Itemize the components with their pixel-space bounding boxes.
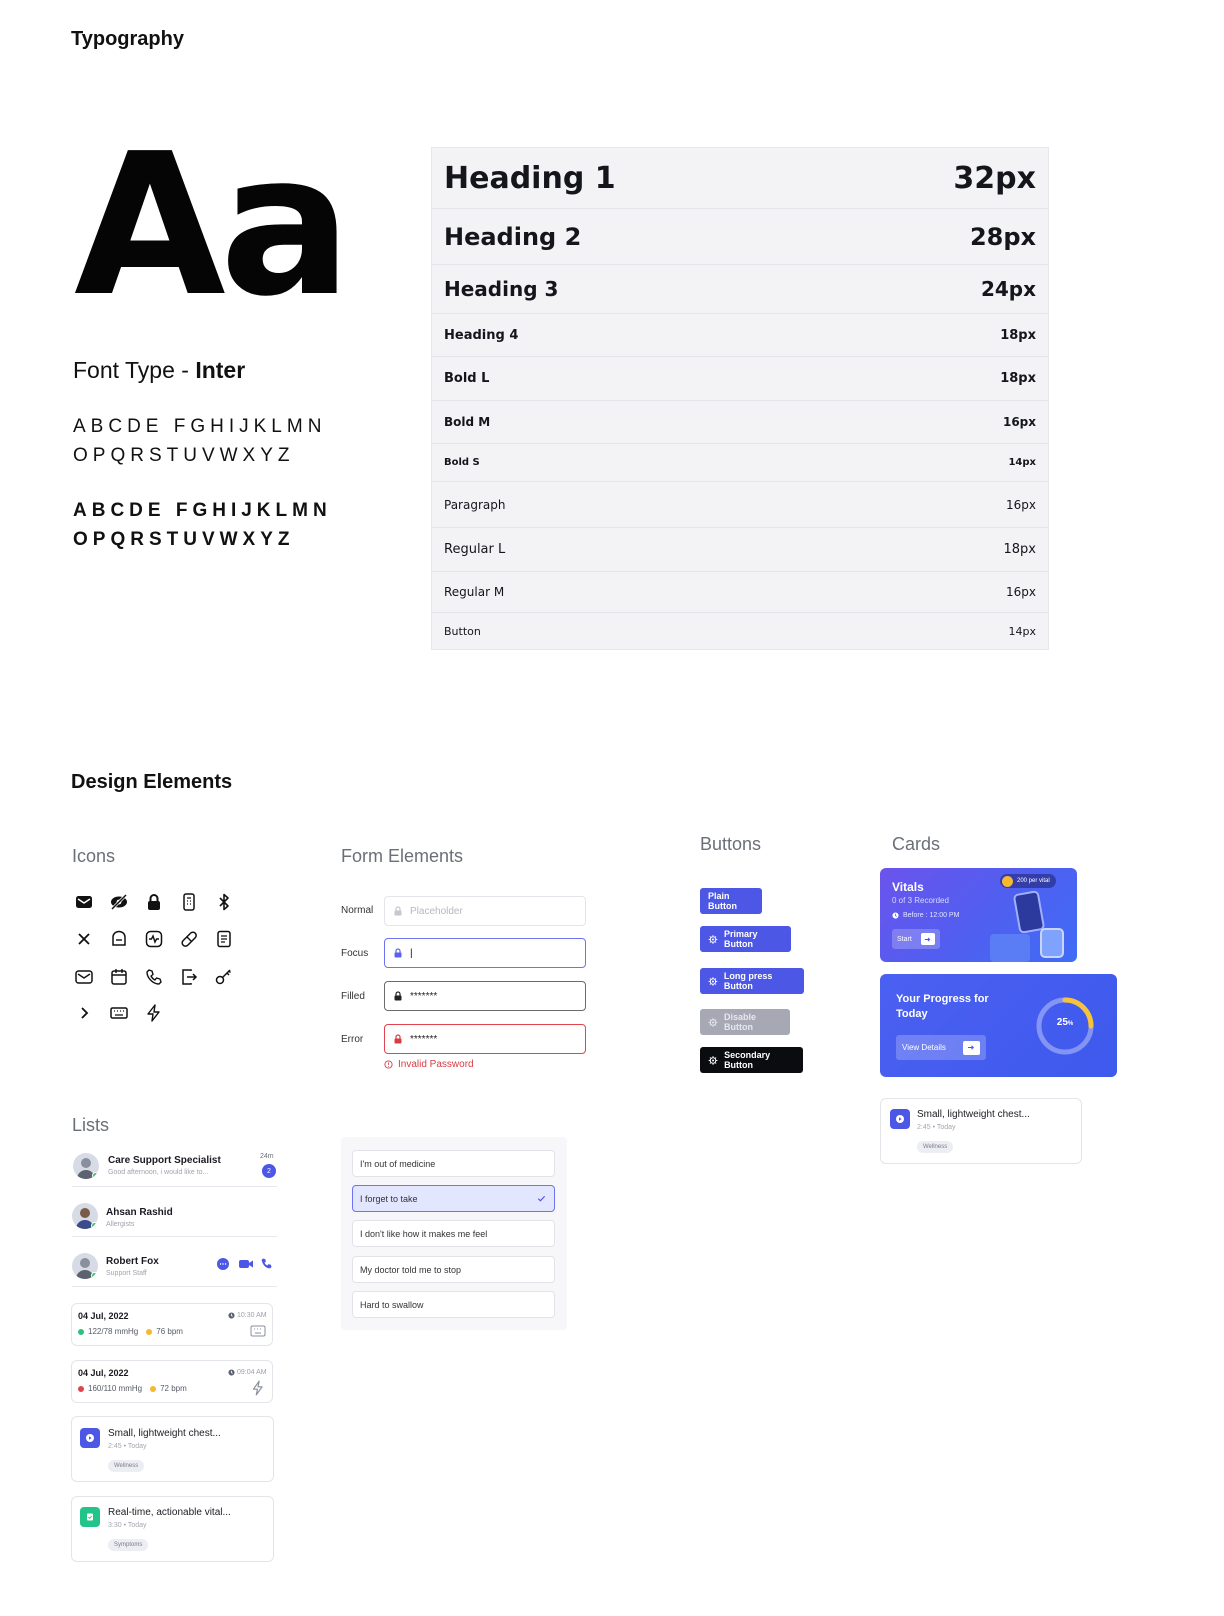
play-icon [80, 1428, 100, 1448]
type-name: Regular M [444, 585, 505, 599]
option-item[interactable] [352, 1291, 555, 1318]
contact-role: Allergists [106, 1221, 135, 1228]
clock-icon [228, 1369, 235, 1376]
eye-off-icon [108, 891, 130, 913]
type-size: 16px [1002, 415, 1036, 429]
vitals-subtitle: 0 of 3 Recorded [892, 896, 949, 905]
vitals-title: Vitals [892, 880, 924, 894]
alphabet-line: ABCDE FGHIJKLMN [73, 416, 327, 437]
phone-device-icon [178, 891, 200, 913]
phone-call-icon [143, 966, 165, 988]
reward-badge [1000, 874, 1056, 888]
percent-value: 25 [1056, 1017, 1068, 1028]
alphabet-regular [73, 412, 326, 470]
type-size: 24px [980, 277, 1036, 301]
avatar [73, 1153, 99, 1179]
vitals-deadline [892, 912, 959, 919]
password-field-focus[interactable] [384, 938, 586, 968]
alphabet-line: ABCDE FGHIJKLMN [73, 500, 332, 521]
blood-pressure: 122/78 mmHg [88, 1327, 139, 1336]
long-press-button[interactable] [700, 968, 804, 994]
check-icon [537, 1194, 546, 1203]
monitor-illustration-icon [990, 934, 1030, 962]
type-row [432, 572, 1048, 613]
password-field-normal[interactable] [384, 896, 586, 926]
contact-name[interactable]: Care Support Specialist [108, 1155, 221, 1166]
option-label: I forget to take [360, 1193, 418, 1204]
type-size: 16px [1006, 497, 1036, 512]
blood-pressure: 160/110 mmHg [88, 1384, 143, 1393]
coin-icon [1002, 876, 1013, 887]
task-tag: Wellness [108, 1460, 144, 1472]
status-dot [78, 1386, 84, 1392]
clock-icon [892, 912, 899, 919]
type-row [432, 613, 1048, 649]
lightning-icon [250, 1380, 266, 1396]
deadline-text: Before : 12:00 PM [903, 912, 960, 919]
task-tag: Symptoms [108, 1539, 148, 1551]
online-indicator [91, 1272, 98, 1279]
avatar [72, 1203, 98, 1229]
contact-message: Good afternoon, i would like to... [108, 1169, 209, 1176]
option-label: Hard to swallow [360, 1299, 424, 1310]
calendar-icon [108, 966, 130, 988]
chat-icon[interactable] [216, 1257, 230, 1271]
button-label: Disable Button [724, 1012, 757, 1032]
type-row [432, 401, 1048, 444]
type-size: 14px [1008, 624, 1036, 638]
secondary-button[interactable] [700, 1047, 803, 1073]
view-details-button[interactable] [896, 1035, 986, 1060]
alphabet-line: OPQRSTUVWXYZ [73, 445, 295, 466]
task-subtitle: 3:30 • Today [108, 1522, 147, 1529]
alphabet-line: OPQRSTUVWXYZ [73, 529, 295, 550]
reading-time [228, 1369, 267, 1376]
type-size: 32px [953, 160, 1036, 196]
reading-date: 04 Jul, 2022 [78, 1368, 129, 1378]
contact-name[interactable]: Robert Fox [106, 1256, 159, 1267]
type-size: 18px [1003, 542, 1036, 557]
font-sample: Aa [74, 112, 346, 340]
gear-icon [708, 976, 718, 987]
password-field-error[interactable] [384, 1024, 586, 1054]
type-name: Paragraph [444, 497, 506, 512]
clock-icon [228, 1312, 235, 1319]
gear-icon [708, 1017, 718, 1028]
alphabet-bold [73, 496, 332, 554]
task-title: Small, lightweight chest... [108, 1428, 221, 1439]
button-label: Secondary Button [724, 1050, 771, 1070]
gear-icon [708, 934, 718, 945]
button-label: Start [897, 935, 912, 943]
video-call-icon[interactable] [238, 1257, 254, 1271]
field-value: ******* [410, 1033, 438, 1045]
gear-icon [708, 1055, 718, 1066]
type-row [432, 357, 1048, 401]
button-label: Long press Button [723, 971, 773, 991]
type-name: Heading 1 [444, 160, 616, 196]
button-label: Plain Button [708, 891, 737, 911]
online-indicator [92, 1172, 99, 1179]
type-row [432, 209, 1048, 265]
type-name: Regular L [444, 542, 506, 557]
task-card[interactable] [71, 1496, 274, 1562]
field-value: | [410, 947, 413, 959]
lightning-icon [143, 1002, 165, 1024]
type-size: 14px [1008, 457, 1036, 468]
filled-label: Filled [341, 991, 365, 1002]
pulse: 72 bpm [160, 1384, 187, 1393]
plain-button[interactable] [700, 888, 762, 914]
error-message [384, 1059, 474, 1070]
type-row [432, 148, 1048, 209]
logout-icon [178, 966, 200, 988]
type-name: Heading 2 [444, 222, 582, 251]
task-card[interactable] [880, 1098, 1082, 1164]
checklist-icon [80, 1507, 100, 1527]
type-row [432, 444, 1048, 482]
message-time: 24m [260, 1153, 274, 1160]
font-type-name: Inter [195, 357, 246, 383]
focus-label: Focus [341, 948, 369, 959]
type-size: 18px [1000, 327, 1036, 343]
phone-call-icon[interactable] [260, 1257, 274, 1271]
type-scale-table [431, 147, 1049, 650]
play-icon [890, 1109, 910, 1129]
progress-title [896, 992, 989, 1022]
design-elements-title: Design Elements [71, 771, 233, 793]
option-item[interactable] [352, 1150, 555, 1177]
arrow-right-icon [963, 1041, 980, 1055]
pulse: 76 bpm [156, 1327, 183, 1336]
error-text: Invalid Password [398, 1059, 474, 1070]
lock-icon [143, 891, 165, 913]
option-label: I don't like how it makes me feel [360, 1228, 488, 1239]
field-value: ******* [410, 990, 438, 1002]
status-dot [78, 1329, 84, 1335]
button-label: View Details [902, 1043, 946, 1052]
type-name: Heading 3 [444, 277, 559, 301]
type-size: 18px [1000, 371, 1036, 386]
heart-monitor-icon [143, 928, 165, 950]
vitals-card[interactable] [880, 868, 1077, 962]
task-subtitle: 2:45 • Today [108, 1443, 147, 1450]
reward-text: 200 per vital [1017, 878, 1050, 884]
chevron-right-icon [73, 1002, 95, 1024]
vitals-start-button[interactable] [892, 929, 940, 949]
contact-role: Support Staff [106, 1270, 147, 1277]
title-line: Your Progress for [896, 993, 989, 1005]
lock-icon [393, 1034, 403, 1044]
mail-icon [73, 966, 95, 988]
type-row [432, 265, 1048, 314]
list-divider [72, 1186, 277, 1187]
close-icon [73, 928, 95, 950]
reading-card[interactable] [71, 1303, 273, 1346]
reading-time [228, 1312, 267, 1319]
task-tag: Wellness [917, 1141, 953, 1153]
lock-icon [393, 906, 403, 916]
normal-label: Normal [341, 905, 374, 916]
reading-date: 04 Jul, 2022 [78, 1311, 129, 1321]
online-indicator [91, 1222, 98, 1229]
type-name: Bold M [444, 415, 491, 429]
option-item[interactable] [352, 1220, 555, 1247]
reading-card[interactable] [71, 1360, 273, 1403]
form-elements-title: Form Elements [341, 846, 464, 866]
list-divider [72, 1286, 277, 1287]
title-line: Today [896, 1008, 928, 1020]
type-name: Bold S [444, 457, 480, 468]
option-label: I'm out of medicine [360, 1158, 436, 1169]
avatar [72, 1253, 98, 1279]
task-title: Small, lightweight chest... [917, 1109, 1030, 1120]
warning-icon [384, 1060, 393, 1069]
option-item-selected[interactable] [352, 1185, 555, 1212]
font-type-prefix: Font Type - [73, 357, 196, 383]
time-text: 09:04 AM [237, 1369, 267, 1376]
typography-title: Typography [71, 28, 184, 50]
cards-title: Cards [892, 834, 941, 854]
document-icon [213, 928, 235, 950]
password-field-filled[interactable] [384, 981, 586, 1011]
keyboard-icon [108, 1002, 130, 1024]
buttons-title: Buttons [700, 834, 762, 854]
status-dot [150, 1386, 156, 1392]
type-size: 16px [1006, 585, 1036, 599]
reading-values [78, 1327, 183, 1336]
button-label: Primary Button [723, 929, 758, 949]
option-label: My doctor told me to stop [360, 1264, 462, 1275]
percent-unit: % [1067, 1021, 1074, 1027]
bluetooth-icon [213, 891, 235, 913]
primary-button[interactable] [700, 926, 791, 952]
progress-card[interactable] [880, 974, 1117, 1077]
phone-illustration-icon [1013, 890, 1046, 934]
font-type-label [73, 357, 245, 384]
type-name: Button [444, 624, 481, 638]
icons-title: Icons [72, 846, 116, 866]
option-item[interactable] [352, 1256, 555, 1283]
arrow-right-icon [921, 933, 935, 945]
field-placeholder: Placeholder [410, 905, 463, 917]
unread-badge: 2 [262, 1164, 276, 1178]
pill-icon [178, 928, 200, 950]
disabled-button[interactable] [700, 1009, 790, 1035]
lock-icon [393, 948, 403, 958]
type-row [432, 482, 1048, 528]
task-card[interactable] [71, 1416, 274, 1482]
task-subtitle: 2:45 • Today [917, 1124, 956, 1131]
error-label: Error [341, 1034, 364, 1045]
type-name: Heading 4 [444, 327, 519, 343]
lists-title: Lists [72, 1115, 110, 1135]
type-row [432, 314, 1048, 357]
type-row [432, 528, 1048, 572]
reading-values [78, 1384, 187, 1393]
key-icon [213, 966, 235, 988]
lock-icon [393, 991, 403, 1001]
type-size: 28px [969, 222, 1036, 251]
chat-bubble-icon [108, 928, 130, 950]
list-divider [72, 1236, 277, 1237]
status-dot [146, 1329, 152, 1335]
task-title: Real-time, actionable vital... [108, 1507, 231, 1518]
type-name: Bold L [444, 371, 490, 386]
mail-filled-icon [73, 891, 95, 913]
time-text: 10:30 AM [237, 1312, 267, 1319]
keyboard-icon [250, 1324, 266, 1338]
contact-name[interactable]: Ahsan Rashid [106, 1207, 173, 1218]
device-illustration-icon [1040, 928, 1064, 958]
progress-percent [1034, 1017, 1096, 1028]
